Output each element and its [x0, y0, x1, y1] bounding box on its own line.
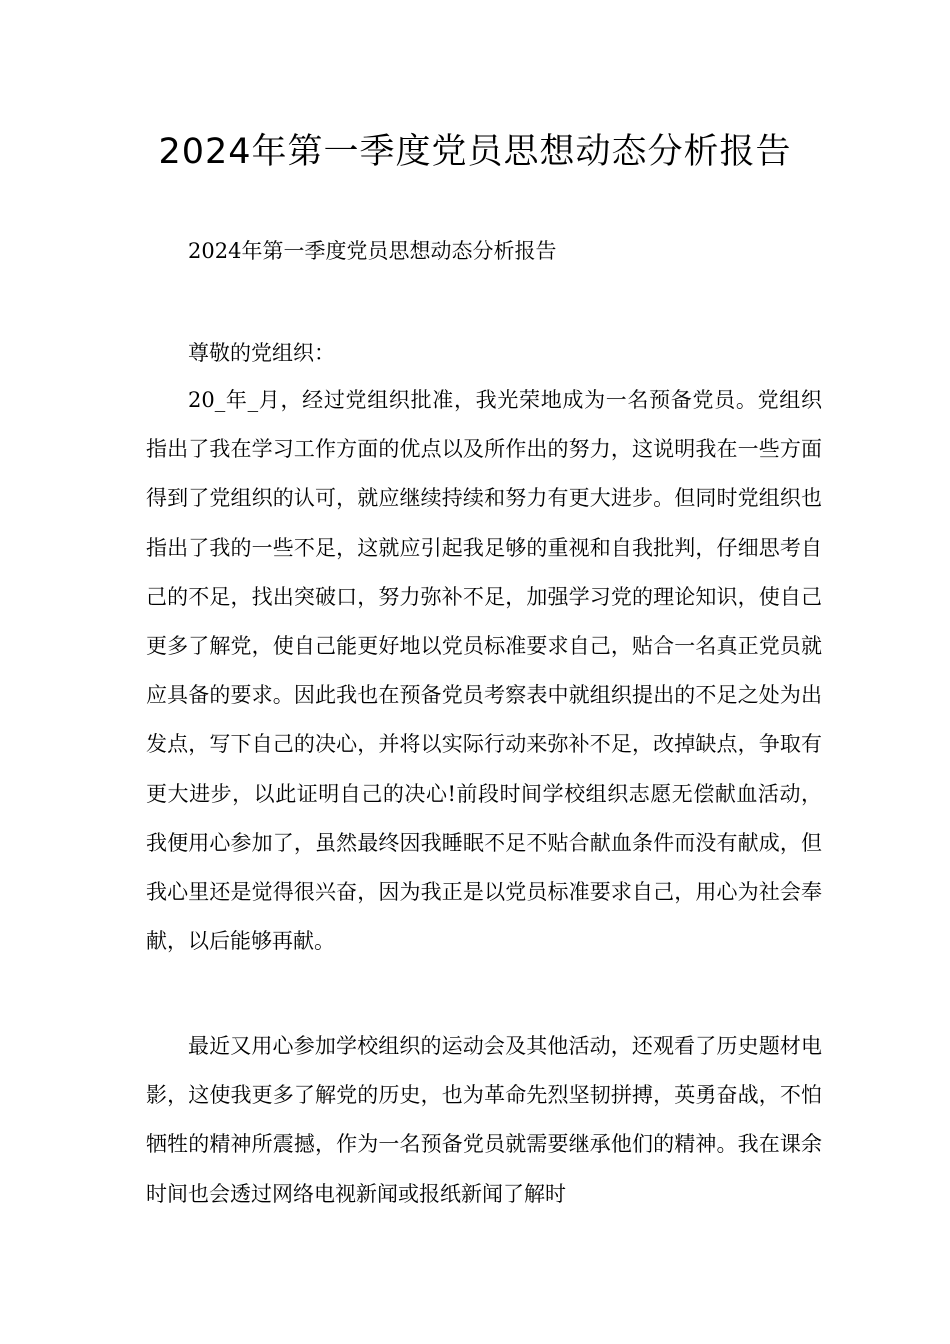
- document-title: 2024年第一季度党员思想动态分析报告: [158, 132, 792, 172]
- document-subtitle: 2024年第一季度党员思想动态分析报告: [188, 239, 557, 263]
- salutation: 尊敬的党组织：: [188, 341, 335, 365]
- paragraph-1: 20_年_月，经过党组织批准，我光荣地成为一名预备党员。党组织指出了我在学习工作方面的优点以及所作出的努力，这说明我在一些方面得到了党组织的认可，就应继续持续和努力有更大进步。但同时党组织也指出了我的一些不足，这就应引起我足够的重视和自我批判，仔细思考自己的不足，找出突破口，努力弥补不足，加强学习党的理论知识，使自己更多了解党，使自己能更好地以党员标准要求自己，贴合一名真正党员就应具备的要求。因此我也在预备党员考察表中就组织提出的不足之处为出发点，写下自己的决心，并将以实际行动来弥补不足，改掉缺点，争取有更大进步，以此证明自己的决心!前段时间学校组织志愿无偿献血活动，我便用心参加了，虽然最终因我睡眠不足不贴合献血条件而没有献成，但我心里还是觉得很兴奋，因为我正是以党员标准要求自己，用心为社会奉献，以后能够再献。: [146, 388, 822, 954]
- paragraph-2: 最近又用心参加学校组织的运动会及其他活动，还观看了历史题材电影，这使我更多了解党的历史，也为革命先烈坚韧拼搏，英勇奋战，不怕牺牲的精神所震撼，作为一名预备党员就需要继承他们的精神。我在课余时间也会透过网络电视新闻或报纸新闻了解时: [146, 1034, 822, 1206]
